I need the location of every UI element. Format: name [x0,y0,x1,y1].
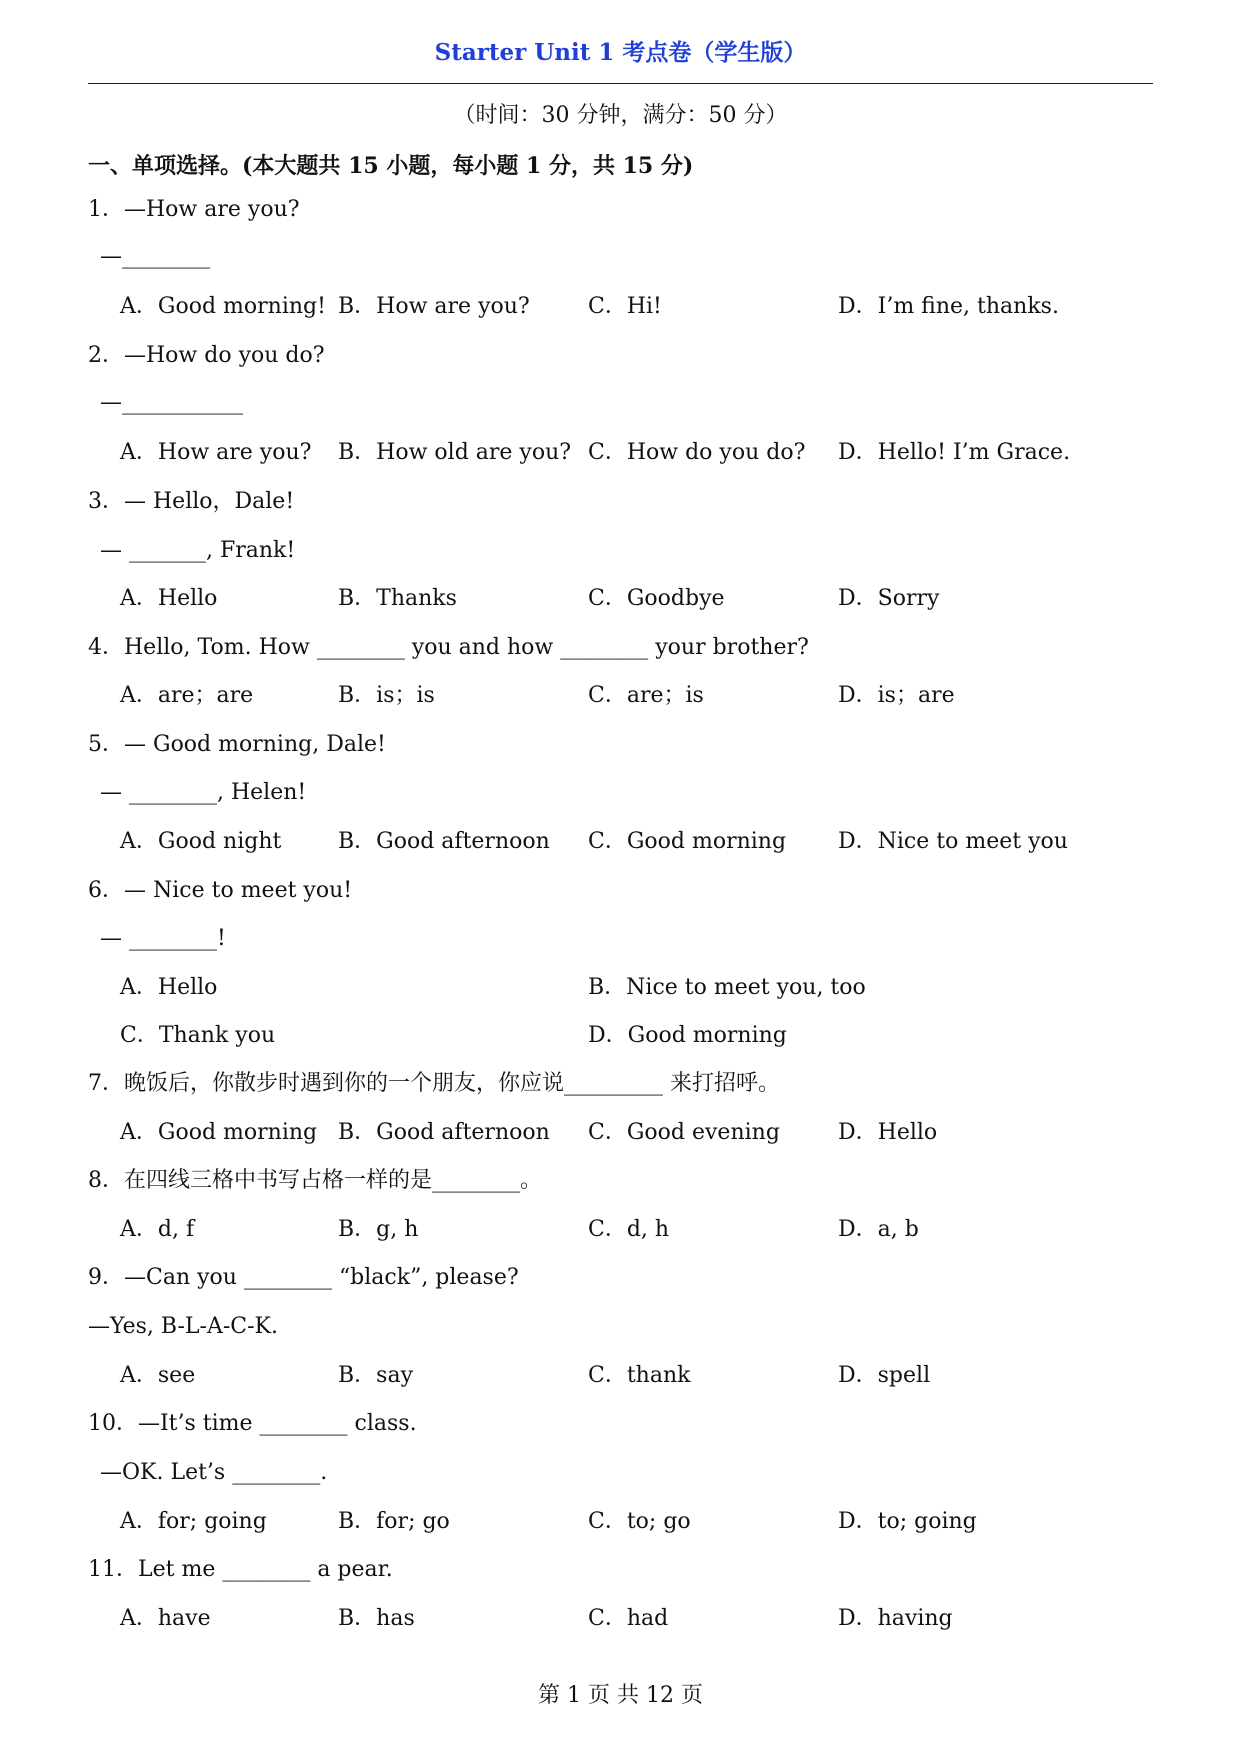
question-4-option-d: D．is；are [838,683,955,708]
question-4-stem: 4．Hello, Tom. How ________ you and how ________ your brother? [88,635,809,660]
question-1-option-c: C．Hi! [588,294,662,319]
question-8-option-c: C．d, h [588,1217,670,1242]
question-6-option-d: D．Good morning [588,1023,787,1048]
question-2-stem: 2．—How do you do? [88,343,325,368]
question-3-stem: 3．— Hello，Dale! [88,489,295,514]
question-10-option-d: D．to; going [838,1509,977,1534]
question-8-stem: 8．在四线三格中书写占格一样的是________。 [88,1168,542,1193]
question-3-option-d: D．Sorry [838,586,940,611]
question-3-option-c: C．Goodbye [588,586,725,611]
question-2-option-d: D．Hello! I’m Grace. [838,440,1071,465]
question-2-option-a: A．How are you? [120,440,312,465]
question-11-option-d: D．having [838,1606,953,1631]
question-1-reply: —________ [100,244,210,269]
question-6-reply: — ________! [100,926,226,951]
question-1-option-d: D．I’m fine, thanks. [838,294,1059,319]
question-6-option-c: C．Thank you [120,1023,276,1048]
question-9-reply: —Yes, B-L-A-C-K. [88,1314,278,1339]
question-10-option-c: C．to; go [588,1509,691,1534]
question-2-reply: —___________ [100,390,243,415]
question-10-option-b: B．for; go [338,1509,450,1534]
question-11-stem: 11．Let me ________ a pear. [88,1557,393,1582]
question-2-option-c: C．How do you do? [588,440,806,465]
question-2-option-b: B．How old are you? [338,440,572,465]
question-9-option-b: B．say [338,1363,414,1388]
question-8-option-a: A．d, f [120,1217,195,1242]
question-3-option-b: B．Thanks [338,586,457,611]
question-8-option-b: B．g, h [338,1217,419,1242]
question-11-option-c: C．had [588,1606,669,1631]
question-7-stem: 7．晚饭后，你散步时遇到你的一个朋友，你应说_________ 来打招呼。 [88,1071,780,1096]
question-1-option-b: B．How are you? [338,294,530,319]
question-9-option-c: C．thank [588,1363,691,1388]
time-info: （时间：30 分钟，满分：50 分） [453,103,788,128]
document-title: Starter Unit 1 考点卷（学生版） [434,39,807,66]
question-10-stem: 10．—It’s time ________ class. [88,1411,417,1436]
question-5-option-a: A．Good night [120,829,282,854]
question-4-option-a: A．are；are [120,683,254,708]
question-1-stem: 1．—How are you? [88,197,300,222]
question-7-option-a: A．Good morning [120,1120,318,1145]
question-10-reply: —OK. Let’s ________. [100,1460,328,1485]
question-8-option-d: D．a, b [838,1217,919,1242]
section-title: 一、单项选择。(本大题共 15 小题，每小题 1 分，共 15 分) [88,153,694,179]
question-5-option-c: C．Good morning [588,829,787,854]
question-11-option-b: B．has [338,1606,415,1631]
question-9-option-a: A．see [120,1363,196,1388]
question-9-stem: 9．—Can you ________ “black”, please? [88,1265,519,1290]
question-3-option-a: A．Hello [120,586,218,611]
question-6-option-b: B．Nice to meet you, too [588,975,866,1000]
question-5-option-b: B．Good afternoon [338,829,550,854]
question-4-option-b: B．is；is [338,683,435,708]
question-7-option-d: D．Hello [838,1120,938,1145]
question-5-option-d: D．Nice to meet you [838,829,1068,854]
question-7-option-c: C．Good evening [588,1120,780,1145]
question-11-option-a: A．have [120,1606,211,1631]
question-7-option-b: B．Good afternoon [338,1120,550,1145]
header-divider [88,83,1153,84]
question-10-option-a: A．for; going [120,1509,267,1534]
question-3-reply: — _______, Frank! [100,538,296,563]
question-6-stem: 6．— Nice to meet you! [88,878,353,903]
question-1-option-a: A．Good morning! [120,294,326,319]
page-number: 第 1 页 共 12 页 [538,1683,703,1708]
question-6-option-a: A．Hello [120,975,218,1000]
question-4-option-c: C．are；is [588,683,704,708]
question-5-stem: 5．— Good morning, Dale! [88,732,386,757]
question-9-option-d: D．spell [838,1363,931,1388]
question-5-reply: — ________, Helen! [100,780,307,805]
